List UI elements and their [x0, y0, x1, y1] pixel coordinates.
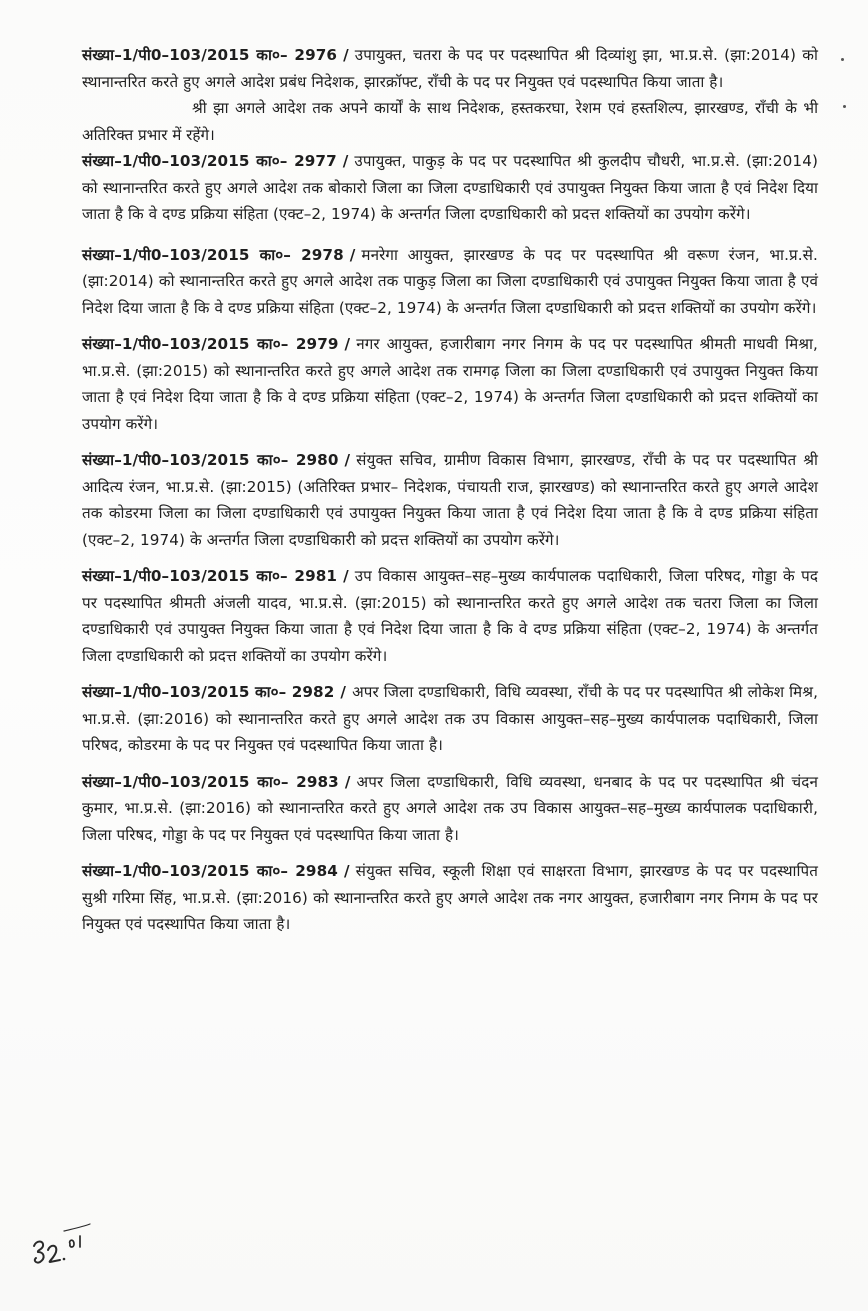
separator: /: [343, 46, 349, 64]
order-body: अपर जिला दण्डाधिकारी, विधि व्यवस्था, राँची के पद पर पदस्थापित श्री लोकेश मिश्र, भा.प्र.से. (झा:2016) को स्थानान्तरित करते हुए अगले आदेश तक उप विकास आयुक्त–सह–मुख्य कार्यपालक पदाधिकारी, जिला परिषद, कोडरमा के पद पर नियुक्त एवं पदस्थापित किया जाता है।: [82, 683, 818, 754]
separator: /: [344, 335, 351, 353]
order-body: उपायुक्त, पाकुड़ के पद पर पदस्थापित श्री कुलदीप चौधरी, भा.प्र.से. (झा:2014) को स्थानान्तरित करते हुए अगले आदेश तक बोकारो जिला का जिला दण्डाधिकारी एवं उपायुक्त नियुक्त किया जाता है एवं निदेश दिया जाता है कि वे दण्ड प्रक्रिया संहिता (एक्ट–2, 1974) के अन्तर्गत जिला दण्डाधिकारी को प्रदत्त शक्तियों का उपयोग करेंगे।: [82, 152, 818, 223]
scan-speck: [843, 105, 846, 108]
separator: /: [344, 451, 351, 469]
separator: /: [344, 772, 351, 791]
separator: /: [342, 152, 349, 170]
separator: /: [343, 862, 350, 880]
order-addendum: श्री झा अगले आदेश तक अपने कार्यों के साथ निदेशक, हस्तकरघा, रेशम एवं हस्तशिल्प, झारखण्ड, राँची के भी अतिरिक्त प्रभार में रहेंगे।: [82, 99, 818, 144]
order-entry-2981: [82, 563, 818, 669]
order-list: [82, 42, 818, 948]
order-reference: संख्या–1/पी0–103/2015 का०– 2976: [82, 46, 338, 64]
scan-speck: [841, 58, 844, 61]
order-body: मनरेगा आयुक्त, झारखण्ड के पद पर पदस्थापित श्री वरूण रंजन, भा.प्र.से. (झा:2014) को स्थानान्तरित करते हुए अगले आदेश तक पाकुड़ जिला का जिला दण्डाधिकारी एवं उपायुक्त नियुक्त किया जाता है एवं निदेश दिया जाता है कि वे दण्ड प्रक्रिया संहिता (एक्ट–2, 1974) के अन्तर्गत जिला दण्डाधिकारी को प्रदत्त शक्तियों का उपयोग करेंगे।: [82, 245, 818, 317]
separator: /: [349, 245, 356, 264]
order-entry-2979: [82, 331, 818, 437]
order-body: उप विकास आयुक्त–सह–मुख्य कार्यपालक पदाधिकारी, जिला परिषद, गोड्डा के पद पर पदस्थापित श्रीमती अंजली यादव, भा.प्र.से. (झा:2015) को स्थानान्तरित करते हुए अगले आदेश तक चतरा जिला का जिला दण्डाधिकारी एवं उपायुक्त नियुक्त किया जाता है एवं निदेश दिया जाता है कि वे दण्ड प्रक्रिया संहिता (एक्ट–2, 1974) के अन्तर्गत जिला दण्डाधिकारी को प्रदत्त शक्तियों का उपयोग करेंगे।: [82, 567, 818, 665]
order-reference: संख्या–1/पी0–103/2015 का०– 2979: [82, 335, 339, 353]
order-entry-2976: [82, 42, 818, 95]
order-body: नगर आयुक्त, हजारीबाग नगर निगम के पद पर पदस्थापित श्रीमती माधवी मिश्रा, भा.प्र.से. (झा:2015) को स्थानान्तरित करते हुए अगले आदेश तक रामगढ़ जिला का जिला दण्डाधिकारी एवं उपायुक्त नियुक्त किया जाता है एवं निदेश दिया जाता है कि वे दण्ड प्रक्रिया संहिता (एक्ट–2, 1974) के अन्तर्गत जिला दण्डाधिकारी को प्रदत्त शक्तियों का उपयोग करेंगे।: [82, 335, 818, 433]
order-reference: संख्या–1/पी0–103/2015 का०– 2977: [82, 152, 337, 170]
order-body: उपायुक्त, चतरा के पद पर पदस्थापित श्री दिव्यांशु झा, भा.प्र.से. (झा:2014) को स्थानान्तरित करते हुए अगले आदेश प्रबंध निदेशक, झारक्रॉफ्ट, राँची के पद पर नियुक्त एवं पदस्थापित किया जाता है।: [82, 46, 818, 91]
order-entry-2980: [82, 447, 818, 553]
order-reference: संख्या–1/पी0–103/2015 का०– 2983: [82, 772, 339, 791]
order-reference: संख्या–1/पी0–103/2015 का०– 2984: [82, 862, 338, 880]
order-body: संयुक्त सचिव, स्कूली शिक्षा एवं साक्षरता विभाग, झारखण्ड के पद पर पदस्थापित सुश्री गरिमा सिंह, भा.प्र.से. (झा:2016) को स्थानान्तरित करते हुए अगले आदेश तक नगर आयुक्त, हजारीबाग नगर निगम के पद पर नियुक्त एवं पदस्थापित किया जाता है।: [82, 862, 818, 933]
order-reference: संख्या–1/पी0–103/2015 का०– 2982: [82, 683, 335, 701]
handwritten-note-signature: [28, 1222, 108, 1266]
order-body: संयुक्त सचिव, ग्रामीण विकास विभाग, झारखण्ड, राँची के पद पर पदस्थापित श्री आदित्य रंजन, भा.प्र.से. (झा:2015) (अतिरिक्त प्रभार– निदेशक, पंचायती राज, झारखण्ड) को स्थानान्तरित करते हुए अगले आदेश तक कोडरमा जिला का जिला दण्डाधिकारी एवं उपायुक्त नियुक्त किया जाता है एवं निदेश दिया जाता है कि वे दण्ड प्रक्रिया संहिता (एक्ट–2, 1974) के अन्तर्गत जिला दण्डाधिकारी को प्रदत्त शक्तियों का उपयोग करेंगे।: [82, 451, 818, 549]
order-entry-2978: [82, 242, 818, 322]
order-entry-2984: [82, 858, 818, 938]
order-entry-2983: [82, 769, 818, 849]
order-reference: संख्या–1/पी0–103/2015 का०– 2981: [82, 567, 338, 585]
order-entry-2982: [82, 679, 818, 759]
order-body: अपर जिला दण्डाधिकारी, विधि व्यवस्था, धनबाद के पद पर पदस्थापित श्री चंदन कुमार, भा.प्र.से. (झा:2016) को स्थानान्तरित करते हुए अगले आदेश तक उप विकास आयुक्त–सह–मुख्य कार्यपालक पदाधिकारी, जिला परिषद, गोड्डा के पद पर नियुक्त एवं पदस्थापित किया जाता है।: [82, 772, 818, 844]
order-entry-2977: [82, 148, 818, 228]
separator: /: [340, 683, 347, 701]
order-reference: संख्या–1/पी0–103/2015 का०– 2978: [82, 245, 344, 264]
separator: /: [343, 567, 349, 585]
order-reference: संख्या–1/पी0–103/2015 का०– 2980: [82, 451, 339, 469]
